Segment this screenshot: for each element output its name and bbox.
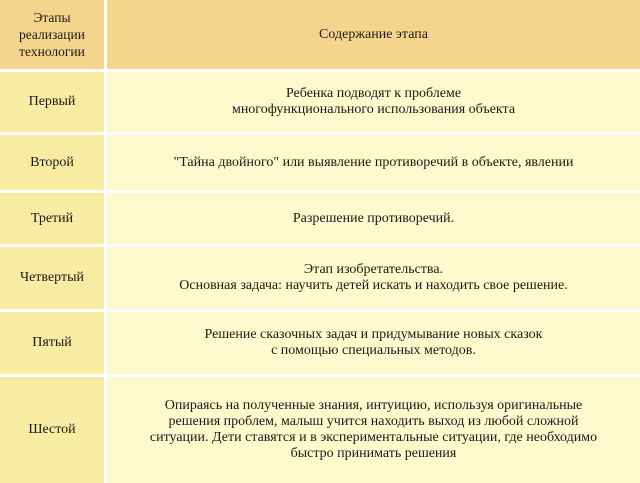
- stage-content: Опираясь на полученные знания, интуицию, используя оригинальные решения проблем, малыш учится находить выход из любой сложной ситуации. Дети ставятся и в экспериментальные ситуации, где необходимо быстро принимать решения: [149, 398, 598, 461]
- header-content-label: Содержание этапа: [319, 26, 428, 42]
- stage-cell-4: [0, 247, 104, 309]
- stage-content: Разрешение противоречий.: [292, 210, 455, 226]
- content-cell-2: [107, 135, 640, 190]
- stage-cell-6: [0, 377, 104, 483]
- stage-cell-5: [0, 312, 104, 374]
- stage-label: Третий: [30, 210, 74, 226]
- header-stages-cell: [0, 0, 104, 69]
- content-cell-6: [107, 377, 640, 483]
- header-stages-label: Этапы реализации технологии: [19, 10, 85, 59]
- content-cell-4: [107, 247, 640, 309]
- stage-label: Пятый: [32, 335, 72, 350]
- stage-content: Ребенка подводят к проблеме многофункционального использования объекта: [231, 86, 516, 117]
- stage-label: Второй: [30, 154, 74, 170]
- stage-cell-3: [0, 193, 104, 244]
- content-cell-1: [107, 72, 640, 132]
- header-content-cell: [107, 0, 640, 69]
- stage-content: Этап изобретательства. Основная задача: научить детей искать и находить свое решение.: [179, 262, 568, 293]
- stage-label: Шестой: [28, 422, 76, 437]
- stage-label: Четвертый: [19, 270, 84, 285]
- stage-content: Решение сказочных задач и придумывание новых сказок с помощью специальных методов.: [204, 327, 543, 358]
- stage-label: Первый: [28, 94, 76, 109]
- content-cell-5: [107, 312, 640, 374]
- stage-cell-1: [0, 72, 104, 132]
- stage-content: "Тайна двойного" или выявление противоречий в объекте, явлении: [173, 154, 574, 170]
- stage-cell-2: [0, 135, 104, 190]
- content-cell-3: [107, 193, 640, 244]
